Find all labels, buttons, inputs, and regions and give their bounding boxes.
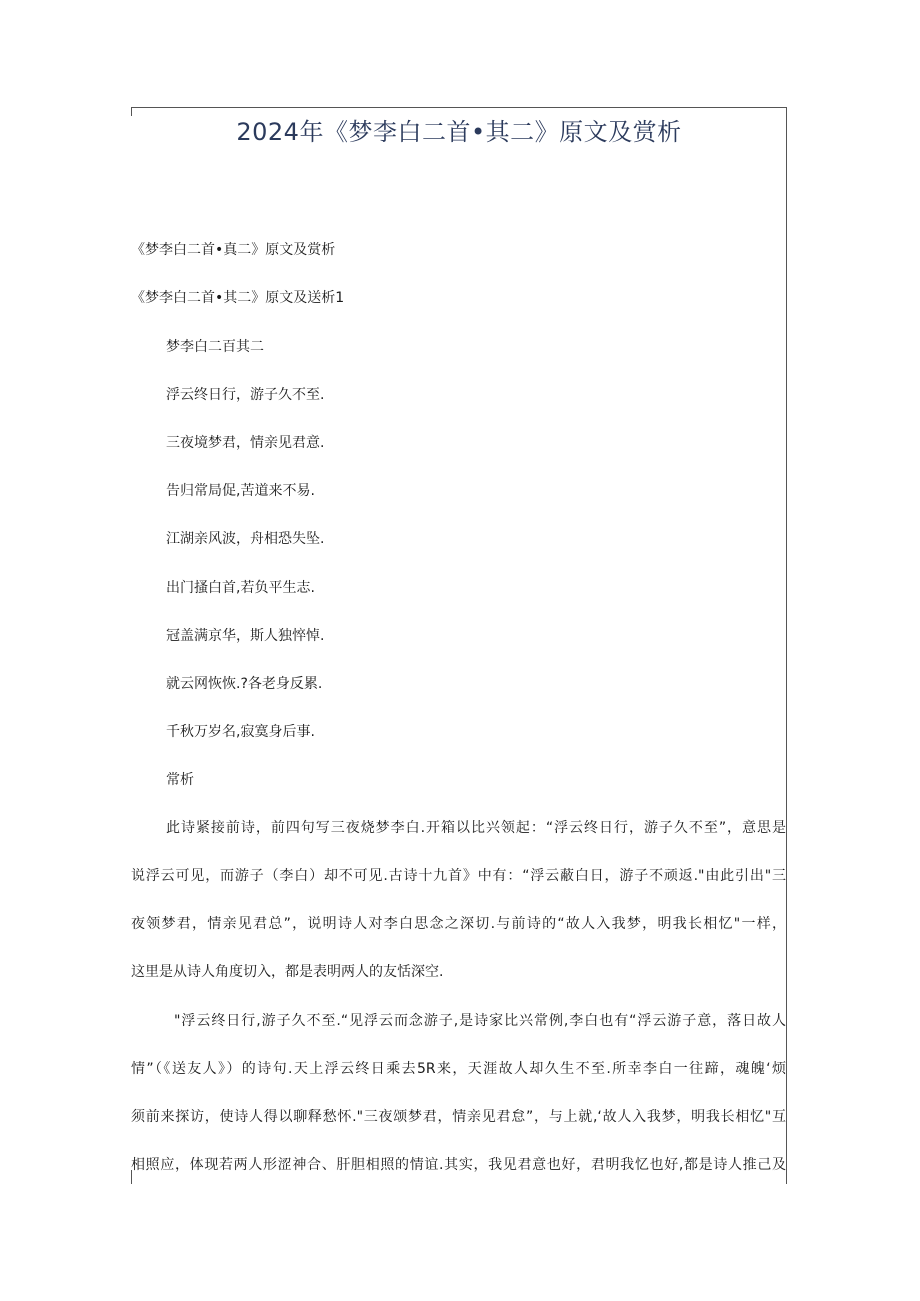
poem-line: 三夜境梦君，情亲见君意. bbox=[166, 435, 325, 451]
poem-line: 浮云终日行，游子久不至. bbox=[166, 387, 325, 403]
document-title: 2024年《梦李白二首•其二》原文及赏析 bbox=[236, 118, 682, 146]
paragraph-line: 此诗紧接前诗，前四句写三夜烧梦李白.开箱以比兴领起：“浮云终日行，游子久不至”，意思是 bbox=[166, 820, 786, 836]
poem-title: 梦李白二百其二 bbox=[166, 339, 264, 355]
paragraph-line: 相照应，体现若两人形涩神合、肝胆相照的情谊.其实，我见君意也好，君明我忆也好,都是诗人推己及 bbox=[131, 1157, 786, 1173]
page-frame-right bbox=[786, 107, 787, 1184]
paragraph-line: 这里是从诗人角度切入，都是表明两人的友恬深空. bbox=[131, 964, 444, 980]
paragraph-line: "浮云终日行,游子久不至.“见浮云而念游子,是诗家比兴常例,李白也有“浮云游子意，落日故人 bbox=[174, 1013, 786, 1029]
poem-line: 就云网恢恢.?各老身反累. bbox=[166, 676, 323, 692]
section-heading: 《梦李白二首•其二》原文及送析1 bbox=[131, 290, 345, 306]
page-frame-top bbox=[131, 107, 787, 108]
poem-line: 冠盖满京华，斯人独悴悼. bbox=[166, 628, 325, 644]
paragraph-line: 夜领梦君，情亲见君总”，说明诗人对李白思念之深切.与前诗的“故人入我梦，明我长相忆"一样， bbox=[131, 916, 786, 932]
poem-line: 告归常局促,苦道来不易. bbox=[166, 483, 315, 499]
poem-line: 千秋万岁名,寂寞身后事. bbox=[166, 724, 315, 740]
poem-line: 江湖亲风波，舟相恐失坠. bbox=[166, 531, 325, 547]
paragraph-line: 说浮云可见，而游子（李白）却不可见.古诗十九首》中有：“浮云蔽白日，游子不顽返."由此引出"三 bbox=[131, 868, 786, 884]
section-heading: 《梦李白二首•真二》原文及赏析 bbox=[131, 242, 336, 258]
paragraph-line: 情”（《送友人》）的诗句.天上浮云终日乘去5R来，天涯故人却久生不至.所幸李白一往蹄，魂魄‘烦 bbox=[131, 1061, 786, 1077]
paragraph-line: 须前来探访，使诗人得以聊释愁怀."三夜颂梦君，情亲见君怠”，与上就,‘故人入我梦，明我长相忆"互 bbox=[131, 1109, 786, 1125]
poem-line: 出门搔白首,若负平生志. bbox=[166, 580, 315, 596]
analysis-label: 常析 bbox=[166, 772, 194, 788]
